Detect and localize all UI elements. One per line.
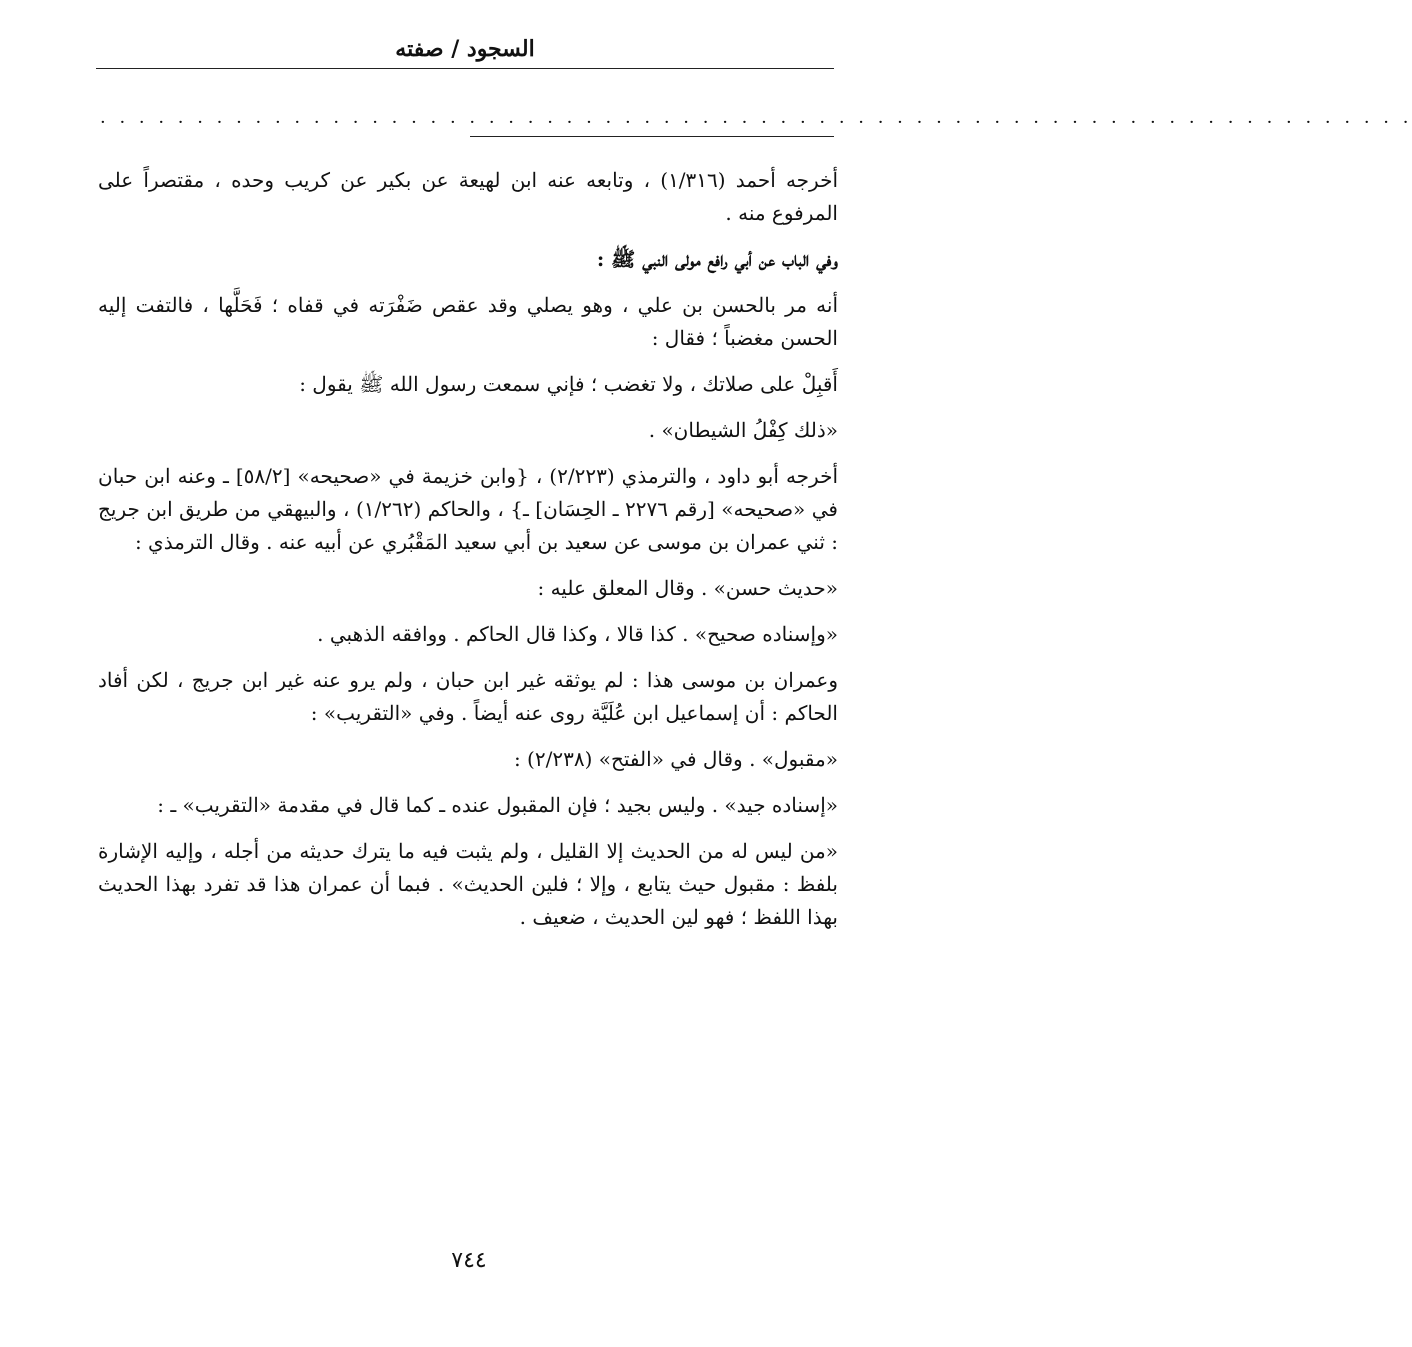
page-body (98, 164, 838, 947)
paragraph-hadith-story: أنه مر بالحسن بن علي ، وهو يصلي وقد عقص ضَفْرَته في قفاه ؛ فَحَلَّها ، فالتفت إليه الحسن مغضباً ؛ فقال : (98, 293, 838, 350)
header-divider (96, 68, 834, 69)
paragraph-takhrij-sources: أخرجه أبو داود ، والترمذي (٢/٢٢٣) ، {وابن خزيمة في «صحيحه» [٥٨/٢] ـ وعنه ابن حبان في «صحيحه» [رقم ٢٢٧٦ ـ الحِسَان] ـ} ، والحاكم (١/٢٦٢) ، والبيهقي من طريق ابن جريج : ثني عمران بن موسى عن سعيد بن أبي سعيد المَقْبُري عن أبيه عنه . وقال الترمذي : (98, 464, 838, 554)
paragraph-isnad-sahih: «وإسناده صحيح» . كذا قالا ، وكذا قال الحاكم . ووافقه الذهبي . (317, 622, 838, 646)
paragraph-hadith-text: «ذلك كِفْلُ الشيطان» . (648, 418, 838, 442)
paragraph-bab-heading: وفي الباب عن أبي رافع مولى النبي ﷺ : (596, 247, 838, 271)
paragraph-maqbul: «مقبول» . وقال في «الفتح» (٢/٢٣٨) : (513, 747, 838, 771)
dotted-separator: · · · · · · · · · · · · · · · · · · · · · · · · · · · · · · · · · · · · · · · · · · · · · · · · · · · · · · · · · · · · · · · · · · · · (100, 112, 1412, 133)
paragraph-imran-note: وعمران بن موسى هذا : لم يوثقه غير ابن حبان ، ولم يرو عنه غير ابن جريج ، لكن أفاد الحاكم : أن إسماعيل ابن عُلَيَّة روى عنه أيضاً . وفي «التقريب» : (98, 668, 839, 725)
paragraph-takhrij-ahmad: أخرجه أحمد (١/٣١٦) ، وتابعه عنه ابن لهيعة عن بكير عن كريب وحده ، مقتصراً على المرفوع منه . (98, 168, 838, 225)
paragraph-conclusion: «من ليس له من الحديث إلا القليل ، ولم يثبت فيه ما يترك حديثه من أجله ، وإليه الإشارة بلفظ : مقبول حيث يتابع ، وإلا ؛ فلين الحديث» . فبما أن عمران هذا قد تفرد بهذا الحديث بهذا اللفظ ؛ فهو لين الحديث ، ضعيف . (98, 839, 838, 929)
separator-rule (470, 136, 834, 137)
paragraph-hadith-speech: أَقبِلْ على صلاتك ، ولا تغضب ؛ فإني سمعت رسول الله ﷺ يقول : (299, 372, 838, 396)
paragraph-isnad-jayyid: «إسناده جيد» . وليس بجيد ؛ فإن المقبول عنده ـ كما قال في مقدمة «التقريب» ـ : (157, 793, 838, 817)
page-number: ٧٤٤ (451, 1248, 487, 1273)
paragraph-tirmidhi-grade: «حديث حسن» . وقال المعلق عليه : (537, 576, 838, 600)
page-header-title: السجود / صفته (395, 36, 535, 62)
